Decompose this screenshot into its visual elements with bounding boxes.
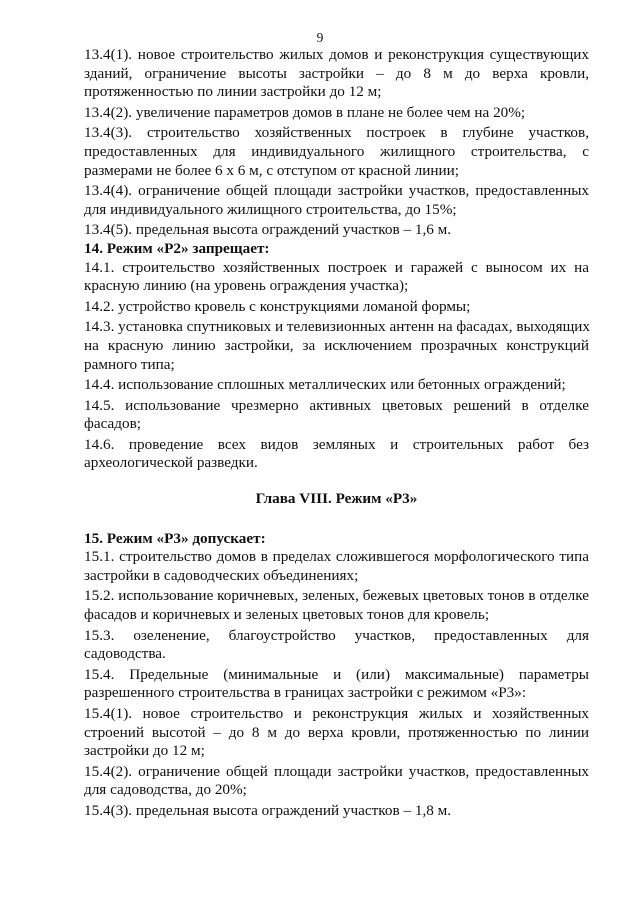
paragraph [84,397,589,434]
paragraph [84,124,589,180]
paragraph [84,548,589,585]
text-line: размерами не более 6 х 6 м, с отступом от красной линии; [84,161,459,179]
text-line: 15.4(2). ограничение общей площади застройки участков, предоставленных [84,762,589,780]
text-line: для индивидуального жилищного строительства, до 15%; [84,200,457,218]
text-line: 13.4(3). строительство хозяйственных построек в глубине участков, [84,124,589,142]
text-line: застройки в садоводческих объединениях; [84,566,359,584]
paragraph [84,763,589,800]
text-line: фасадов; [84,415,141,433]
text-line: для садоводства, до 20%; [84,781,247,799]
paragraph [84,627,589,664]
text-line: зданий, ограничение высоты застройки – до 8 м до верха кровли, [84,64,589,82]
text-line: 15.3. озеленение, благоустройство участков, предоставленных для [84,626,589,644]
section-13-4-list [84,46,589,240]
text-line: 14.3. установка спутниковых и телевизионных антенн на фасадах, выходящих [84,318,591,336]
text-line: фасадов и коричневых и зеленых цветовых тонов для кровель; [84,606,490,624]
text-line: археологической разведки. [84,454,258,472]
paragraph [84,221,589,240]
text-line: строений высотой – до 8 м до верха кровли, протяженностью по линии [84,723,589,741]
page-content [84,46,589,821]
text-line: 15.2. использование коричневых, зеленых, бежевых цветовых тонов в отделке [84,587,589,605]
paragraph [84,46,589,102]
page-number: 9 [316,30,324,45]
paragraph [84,182,589,219]
text-line: на красную линию застройки, за исключением прозрачных конструкций [84,336,589,354]
paragraph [84,376,589,395]
text-line: 13.4(4). ограничение общей площади застройки участков, предоставленных [84,182,589,200]
paragraph [84,298,589,317]
text-line: рамного типа; [84,355,175,373]
text-line: разрешенного строительства в границах застройки с режимом «Р3»: [84,684,527,702]
section-15-title: 15. Режим «Р3» допускает: [84,529,266,547]
paragraph [84,318,589,374]
text-line: 15.4(1). новое строительство и реконструкция жилых и хозяйственных [84,705,589,722]
section-15-list [84,548,589,820]
text-line: предоставленных для индивидуального жилищного строительства, с [84,142,589,160]
text-line: 13.4(5). предельная высота ограждений участков – 1,6 м. [84,221,452,239]
chapter-heading: Глава VIII. Режим «Р3» [255,490,418,508]
section-14-title: 14. Режим «Р2» запрещает: [84,239,270,257]
text-line: красную линию (на уровень ограждения участка); [84,277,409,295]
paragraph [84,436,589,473]
paragraph [84,587,589,624]
text-line: 14.5. использование чрезмерно активных цветовых решений в отделке [84,396,589,414]
text-line: 13.4(2). увеличение параметров домов в плане не более чем на 20%; [84,103,526,121]
section-14-list [84,259,589,474]
text-line: 15.1. строительство домов в пределах сложившегося морфологического типа [84,548,589,566]
text-line: 14.4. использование сплошных металлических или бетонных ограждений; [84,376,566,394]
paragraph [84,259,589,296]
text-line: 14.2. устройство кровель с конструкциями ломаной формы; [84,297,471,315]
paragraph [84,802,589,821]
text-line: садоводства. [84,645,166,663]
paragraph [84,104,589,123]
text-line: 15.4(3). предельная высота ограждений участков – 1,8 м. [84,801,452,819]
text-line: застройки до 12 м; [84,742,205,760]
text-line: 14.1. строительство хозяйственных построек и гаражей с выносом их на [84,258,589,276]
text-line: 14.6. проведение всех видов земляных и строительных работ без [84,435,589,453]
text-line: 15.4. Предельные (минимальные и (или) максимальные) параметры [84,665,589,683]
paragraph [84,666,589,703]
text-line: 13.4(1). новое строительство жилых домов и реконструкция существующих [84,46,589,63]
text-line: протяженностью по линии застройки до 12 м; [84,83,382,101]
paragraph [84,705,589,761]
